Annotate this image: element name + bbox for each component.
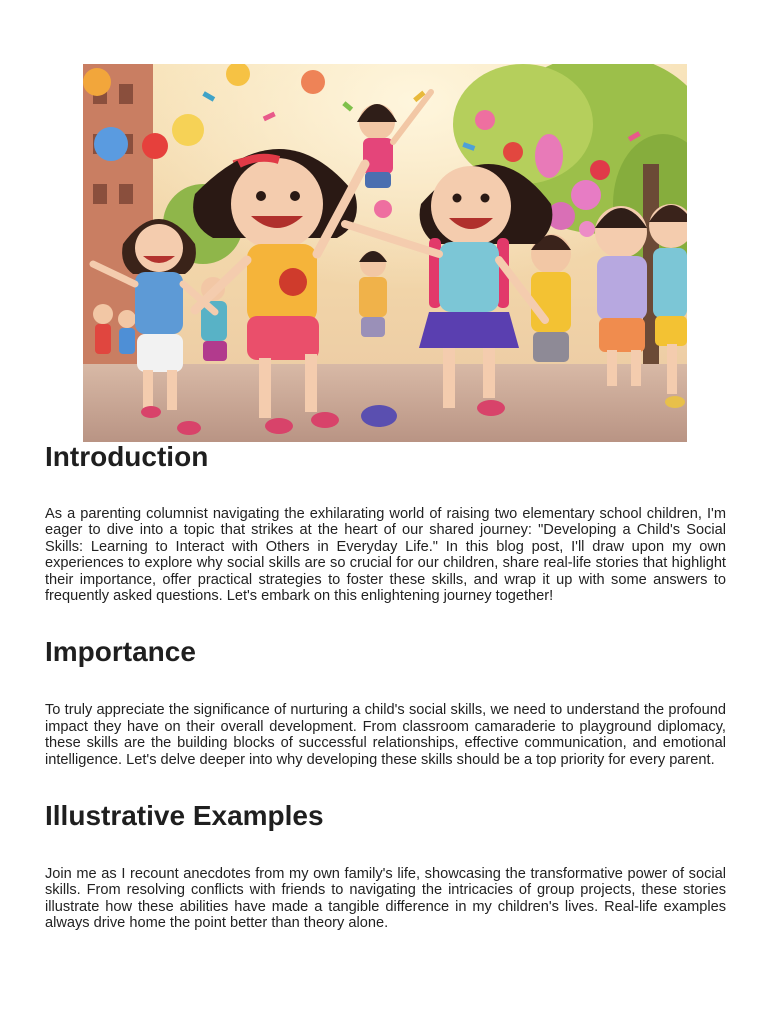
section-heading-importance: Importance bbox=[45, 636, 196, 668]
section-body-importance: To truly appreciate the significance of nurturing a child's social skills, we need to understand the profound impact they have on their overall development. From classroom camaraderie to playground diplomacy, these skills are the building blocks of successful relationships, effective communication, and emotional intelligence. Let's delve deeper into why developing these skills should be a top priority for every parent. bbox=[45, 702, 726, 768]
article-content bbox=[45, 440, 726, 932]
hero-image bbox=[83, 64, 687, 442]
children-playing-illustration bbox=[83, 64, 687, 442]
section-heading-introduction: Introduction bbox=[45, 441, 209, 472]
section-body-introduction: As a parenting columnist navigating the exhilarating world of raising two elementary school children, I'm eager to dive into a topic that strikes at the heart of our shared journey: "Developing a Child's Social Skills: Learning to Interact with Others in Everyday Life." In this blog post, I'll draw upon my own experiences to explore why social skills are so crucial for our children, share real-life stories that highlight their importance, offer practical strategies to foster these skills, and wrap it up with some answers to frequently asked questions. Let's embark on this enlightening journey together! bbox=[45, 506, 726, 605]
section-heading-illustrative-examples: Illustrative Examples bbox=[45, 800, 324, 832]
section-body-illustrative-examples: Join me as I recount anecdotes from my own family's life, showcasing the transformative power of social skills. From resolving conflicts with friends to navigating the intricacies of group projects, these stories illustrate how these abilities have made a tangible difference in my children's lives. Real-life examples always drive home the point better than theory alone. bbox=[45, 866, 726, 932]
